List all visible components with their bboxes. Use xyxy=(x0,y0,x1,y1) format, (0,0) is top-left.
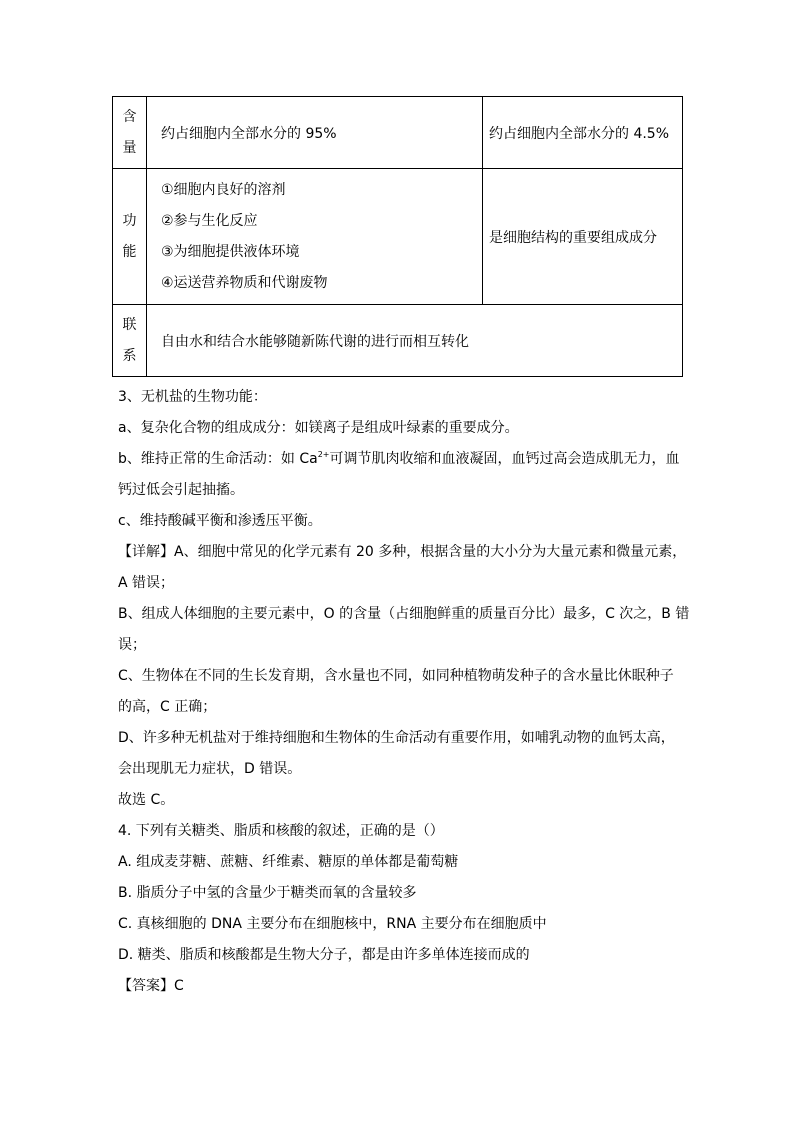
explanation-text xyxy=(118,382,690,1002)
row-header-function: 功 能 xyxy=(113,169,147,305)
row-header-relation: 联 系 xyxy=(113,305,147,377)
answer-line xyxy=(118,971,678,1002)
relation-cell: 自由水和结合水能够随新陈代谢的进行而相互转化 xyxy=(147,305,683,377)
water-comparison-table xyxy=(112,96,683,377)
detail-tag: 【详解】 xyxy=(118,544,174,560)
paragraph: c、维持酸碱平衡和渗透压平衡。 xyxy=(118,513,322,529)
section-heading: 3、无机盐的生物功能： xyxy=(118,389,267,405)
question-stem: 4. 下列有关糖类、脂质和核酸的叙述，正确的是（） xyxy=(118,823,444,839)
paragraph: D、许多种无机盐对于维持细胞和生物体的生命活动有重要作用，如哺乳动物的血钙太高， xyxy=(118,730,675,746)
paragraph: b、维持正常的生命活动：如 $Ca^{2+}$可调节肌肉收缩和血液凝固，血钙过高会造成肌无力，血 xyxy=(118,450,680,467)
paragraph: 钙过低会引起抽搐。 xyxy=(118,482,244,498)
table-row-function xyxy=(113,169,683,305)
paragraph: 会出现肌无力症状，D 错误。 xyxy=(118,761,302,777)
table-row-content xyxy=(113,97,683,169)
option-c: C. 真核细胞的 DNA 主要分布在细胞核中，RNA 主要分布在细胞质中 xyxy=(118,916,547,932)
option-b: B. 脂质分子中氢的含量少于糖类而氧的含量较多 xyxy=(118,885,417,901)
option-d: D. 糖类、脂质和核酸都是生物大分子，都是由许多单体连接而成的 xyxy=(118,947,530,963)
table-row-relation xyxy=(113,305,683,377)
list-item: ①细胞内良好的溶剂 xyxy=(161,181,286,198)
answer-value: C xyxy=(174,978,184,994)
row-header-content: 含 量 xyxy=(113,97,147,169)
bound-water-content-cell: 约占细胞内全部水分的 4.5% xyxy=(483,97,683,169)
list-item: ②参与生化反应 xyxy=(161,212,258,229)
paragraph: 的高，C 正确； xyxy=(118,699,217,715)
answer-tag: 【答案】 xyxy=(118,978,174,994)
bound-water-function-cell: 是细胞结构的重要组成成分 xyxy=(483,169,683,305)
list-item: ④运送营养物质和代谢废物 xyxy=(161,274,328,291)
free-water-function-cell xyxy=(147,169,483,305)
paragraph: B、组成人体细胞的主要元素中，O 的含量（占细胞鲜重的质量百分比）最多，C 次之，B 错 xyxy=(118,606,690,622)
option-a: A. 组成麦芽糖、蔗糖、纤维素、糖原的单体都是葡萄糖 xyxy=(118,854,459,870)
paragraph: 【详解】A、细胞中常见的化学元素有 20 多种，根据含量的大小分为大量元素和微量元素， xyxy=(118,544,687,560)
paragraph: C、生物体在不同的生长发育期，含水量也不同，如同种植物萌发种子的含水量比休眠种子 xyxy=(118,668,674,684)
free-water-function-list xyxy=(147,175,482,299)
free-water-content-cell: 约占细胞内全部水分的 95% xyxy=(147,97,483,169)
paragraph: 故选 C。 xyxy=(118,792,175,808)
paragraph: A 错误； xyxy=(118,575,175,591)
list-item: ③为细胞提供液体环境 xyxy=(161,243,300,260)
paragraph: a、复杂化合物的组成成分：如镁离子是组成叶绿素的重要成分。 xyxy=(118,420,519,436)
paragraph: 误； xyxy=(118,637,146,653)
